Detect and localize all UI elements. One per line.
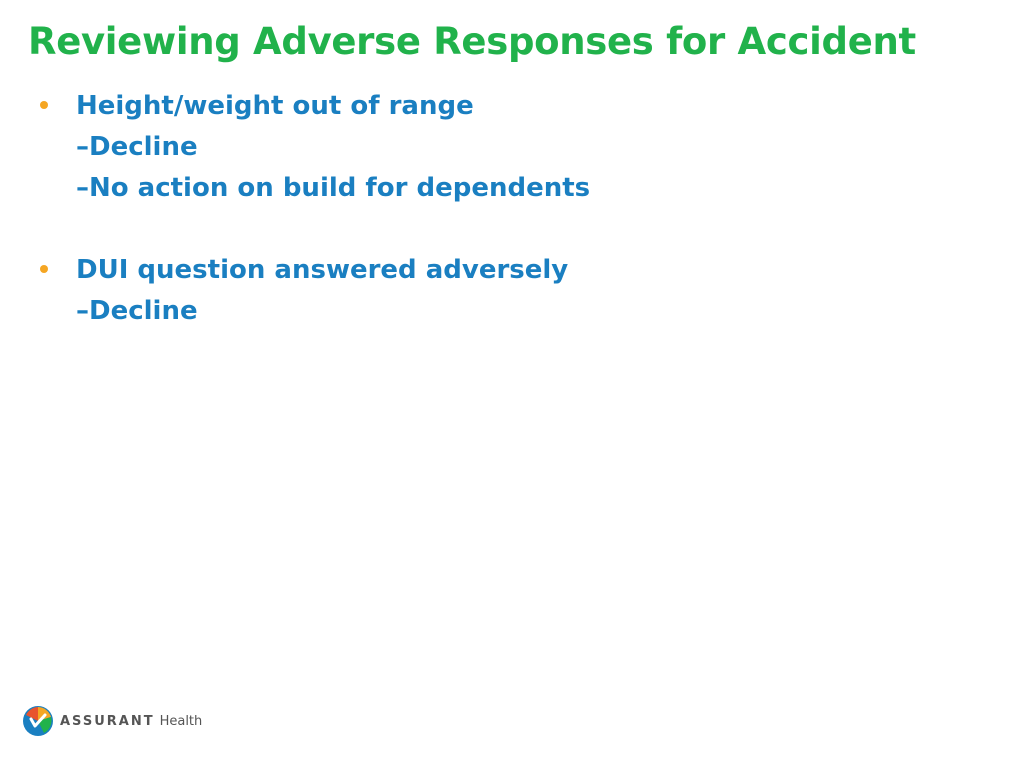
bullet-item (38, 86, 590, 209)
slide-title: Reviewing Adverse Responses for Accident (28, 20, 916, 63)
bullet-text: DUI question answered adversely (76, 255, 569, 285)
bullet-dot-icon (40, 265, 48, 273)
bullet-text: Height/weight out of range (76, 91, 474, 121)
bullet-dot-icon (40, 101, 48, 109)
sub-item-text: –No action on build for dependents (76, 173, 591, 203)
bullet-item (38, 250, 590, 332)
bullet-list (38, 86, 590, 373)
assurant-logo-icon (22, 705, 54, 737)
sub-item-text: –Decline (76, 296, 198, 326)
sub-item-text: –Decline (76, 132, 198, 162)
logo-sub-text: Health (159, 713, 203, 729)
company-logo (22, 705, 202, 737)
logo-brand-text: ASSURANT (60, 713, 155, 729)
